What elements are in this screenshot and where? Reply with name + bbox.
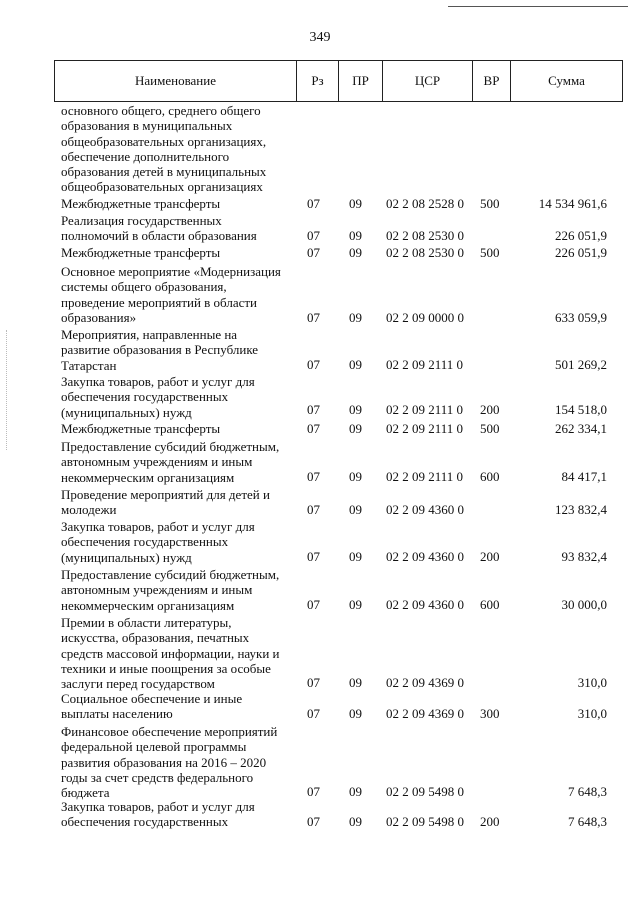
row-pr: 09 (349, 421, 362, 436)
row-rz: 07 (307, 245, 320, 260)
row-name: Предоставление субсидий бюджетным, автономным учреждениям и иным некоммерческим организациям (61, 567, 280, 613)
row-name: Основное мероприятие «Модернизация системы общего образования, проведение мероприятий в области образования» (61, 264, 281, 325)
row-name: Предоставление субсидий бюджетным, автономным учреждениям и иным некоммерческим организациям (61, 439, 280, 485)
row-rz: 07 (307, 310, 320, 325)
row-pr: 09 (349, 784, 362, 799)
row-name: Проведение мероприятий для детей и молодежи (61, 487, 270, 518)
row-rz: 07 (307, 228, 320, 243)
row-name: Межбюджетные трансферты (61, 421, 221, 436)
row-vr: 500 (480, 196, 500, 211)
row-name: Межбюджетные трансферты (61, 245, 221, 260)
table-header (54, 60, 623, 102)
row-csr: 02 2 09 0000 0 (386, 310, 464, 325)
row-rz: 07 (307, 814, 320, 829)
row-rz: 07 (307, 402, 320, 417)
row-csr: 02 2 09 4369 0 (386, 706, 464, 721)
row-sum: 633 059,9 (555, 310, 607, 325)
row-sum: 501 269,2 (555, 357, 607, 372)
row-pr: 09 (349, 469, 362, 484)
row-rz: 07 (307, 421, 320, 436)
row-rz: 07 (307, 675, 320, 690)
row-vr: 600 (480, 597, 500, 612)
row-sum: 123 832,4 (555, 502, 607, 517)
row-name: Мероприятия, направленные на развитие образования в Республике Татарстан (61, 327, 259, 373)
row-pr: 09 (349, 402, 362, 417)
row-rz: 07 (307, 502, 320, 517)
header-name: Наименование (135, 73, 216, 88)
row-sum: 30 000,0 (561, 597, 607, 612)
row-csr: 02 2 09 5498 0 (386, 814, 464, 829)
row-sum: 7 648,3 (568, 814, 607, 829)
row-vr: 200 (480, 549, 500, 564)
row-sum: 226 051,9 (555, 245, 607, 260)
row-csr: 02 2 09 4369 0 (386, 675, 464, 690)
scan-edge-mark (6, 330, 7, 450)
row-vr: 300 (480, 706, 500, 721)
row-csr: 02 2 09 5498 0 (386, 784, 464, 799)
page-number: 349 (309, 30, 331, 45)
row-csr: 02 2 09 4360 0 (386, 549, 464, 564)
row-pr: 09 (349, 814, 362, 829)
row-vr: 200 (480, 814, 500, 829)
row-vr: 500 (480, 245, 500, 260)
header-sum: Сумма (510, 61, 622, 101)
row-pr: 09 (349, 245, 362, 260)
row-pr: 09 (349, 549, 362, 564)
row-rz: 07 (307, 597, 320, 612)
row-csr: 02 2 09 2111 0 (386, 402, 464, 417)
row-name: Финансовое обеспечение мероприятий федеральной целевой программы развития образования на 2016 – 2020 годы за счет средств федерального бюджета (61, 724, 278, 801)
row-rz: 07 (307, 706, 320, 721)
row-rz: 07 (307, 549, 320, 564)
row-sum: 310,0 (577, 706, 607, 721)
row-pr: 09 (349, 597, 362, 612)
row-name: Межбюджетные трансферты (61, 196, 221, 211)
row-sum: 262 334,1 (555, 421, 607, 436)
row-rz: 07 (307, 469, 320, 484)
row-name: Закупка товаров, работ и услуг для обеспечения государственных (муниципальных) нужд (61, 519, 255, 565)
row-pr: 09 (349, 357, 362, 372)
row-pr: 09 (349, 502, 362, 517)
row-csr: 02 2 09 2111 0 (386, 357, 464, 372)
row-name: Премии в области литературы, искусства, образования, печатных средств массовой информации, науки и техники и иные поощрения за особые заслуги перед государством (61, 615, 280, 692)
row-csr: 02 2 09 4360 0 (386, 502, 464, 517)
row-csr: 02 2 08 2528 0 (386, 196, 464, 211)
row-rz: 07 (307, 196, 320, 211)
row-name: Реализация государственных полномочий в области образования (61, 213, 257, 244)
row-vr: 500 (480, 421, 500, 436)
row-pr: 09 (349, 675, 362, 690)
row-sum: 310,0 (577, 675, 607, 690)
header-rz: Рз (296, 61, 338, 101)
row-rz: 07 (307, 357, 320, 372)
row-pr: 09 (349, 228, 362, 243)
top-rule (448, 6, 628, 7)
row-vr: 200 (480, 402, 500, 417)
row-csr: 02 2 09 2111 0 (386, 421, 464, 436)
row-rz: 07 (307, 784, 320, 799)
row-csr: 02 2 08 2530 0 (386, 228, 464, 243)
row-pr: 09 (349, 706, 362, 721)
row-sum: 154 518,0 (555, 402, 607, 417)
row-sum: 14 534 961,6 (538, 196, 607, 211)
header-pr: ПР (338, 61, 382, 101)
row-vr: 600 (480, 469, 500, 484)
row-name: Закупка товаров, работ и услуг для обеспечения государственных (муниципальных) нужд (61, 374, 255, 420)
row-pr: 09 (349, 196, 362, 211)
row-pr: 09 (349, 310, 362, 325)
row-csr: 02 2 09 2111 0 (386, 469, 464, 484)
row-sum: 84 417,1 (561, 469, 607, 484)
row-name: основного общего, среднего общего образования в муниципальных общеобразовательных организациях, обеспечение дополнительного образования детей в муниципальных общеобразовательных организациях (61, 103, 267, 195)
row-sum: 93 832,4 (561, 549, 607, 564)
row-sum: 226 051,9 (555, 228, 607, 243)
row-sum: 7 648,3 (568, 784, 607, 799)
row-csr: 02 2 09 4360 0 (386, 597, 464, 612)
row-csr: 02 2 08 2530 0 (386, 245, 464, 260)
row-name: Социальное обеспечение и иные выплаты населению (61, 691, 243, 722)
header-vr: ВР (472, 61, 510, 101)
row-name: Закупка товаров, работ и услуг для обеспечения государственных (61, 799, 255, 830)
header-csr: ЦСР (382, 61, 472, 101)
